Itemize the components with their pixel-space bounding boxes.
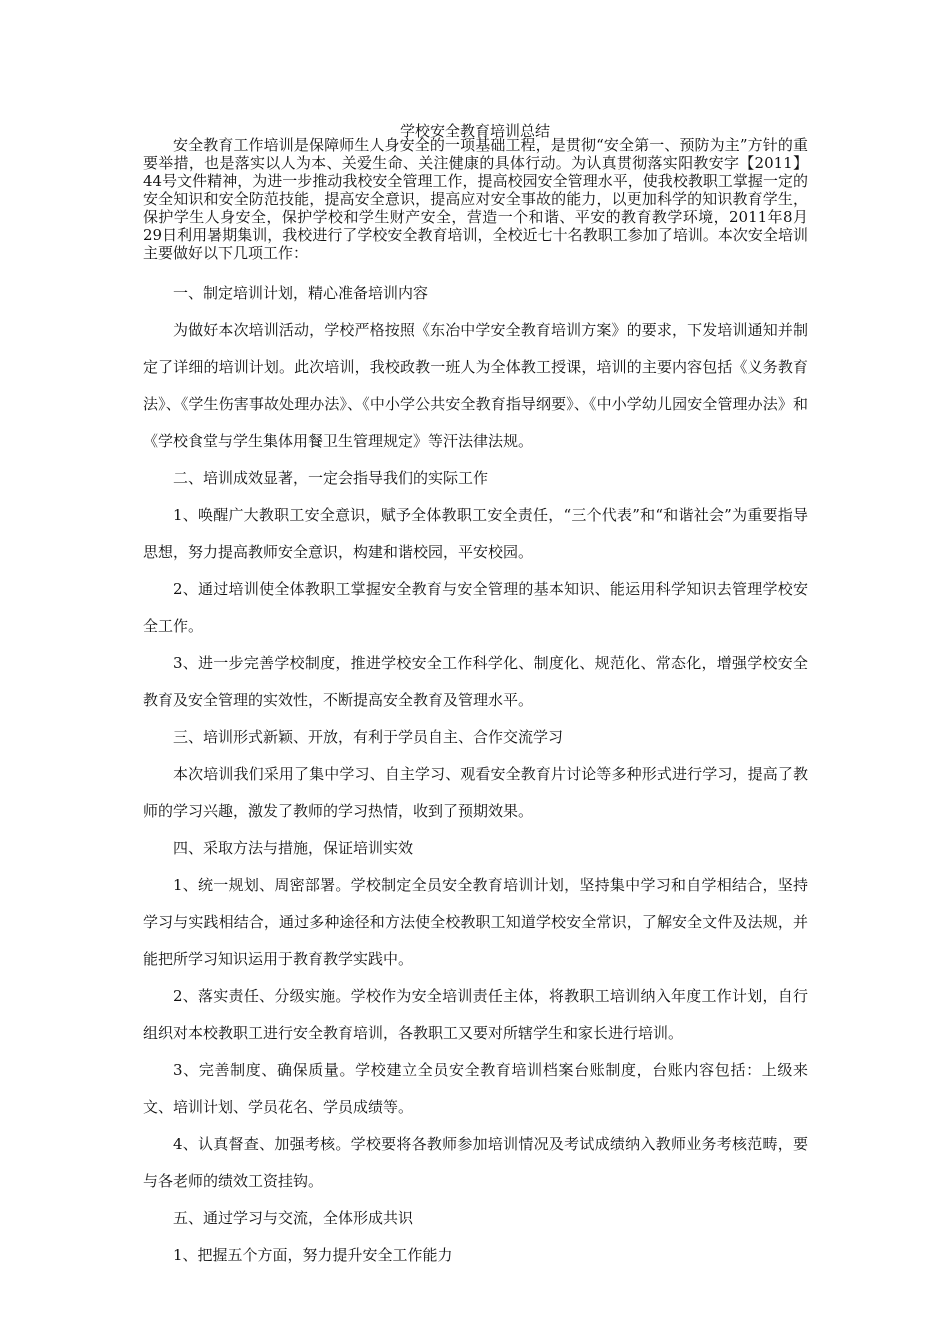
paragraph: 1、唤醒广大教职工安全意识，赋予全体教职工安全责任，“三个代表”和“和谐社会”为重要指导思想，努力提高教师安全意识，构建和谐校园，平安校园。 [143,506,808,561]
section-heading-3: 三、培训形式新颖、开放，有利于学员自主、合作交流学习 [173,728,564,746]
intro-paragraph: 安全教育工作培训是保障师生人身安全的一项基础工程，是贯彻“安全第一、预防为主”方针的重要举措，也是落实以人为本、关爱生命、关注健康的具体行动。为认真贯彻落实阳教安字【2011】44号文件精神，为进一步推动我校安全管理工作，提高校园安全管理水平，使我校教职工掌握一定的安全知识和安全防范技能，提高安全意识，提高应对安全事故的能力，以更加科学的知识教育学生，保护学生人身安全，保护学校和学生财产安全，营造一个和谐、平安的教育教学环境，2011年8月29日利用暑期集训，我校进行了学校安全教育培训，全校近七十名教职工参加了培训。本次安全培训主要做好以下几项工作： [143,136,808,262]
paragraph: 2、通过培训使全体教职工掌握安全教育与安全管理的基本知识、能运用科学知识去管理学校安全工作。 [143,580,808,635]
paragraph: 本次培训我们采用了集中学习、自主学习、观看安全教育片讨论等多种形式进行学习，提高了教师的学习兴趣，激发了教师的学习热情，收到了预期效果。 [143,765,808,820]
document-body [143,275,808,1274]
paragraph: 为做好本次培训活动，学校严格按照《东冶中学安全教育培训方案》的要求，下发培训通知并制定了详细的培训计划。此次培训，我校政教一班人为全体教工授课，培训的主要内容包括《义务教育法》、《学生伤害事故处理办法》、《中小学公共安全教育指导纲要》、《中小学幼儿园安全管理办法》和《学校食堂与学生集体用餐卫生管理规定》等汗法律法规。 [143,321,808,450]
paragraph: 3、完善制度、确保质量。学校建立全员安全教育培训档案台账制度，台账内容包括：上级来文、培训计划、学员花名、学员成绩等。 [143,1061,808,1116]
section-heading-5: 五、通过学习与交流，全体形成共识 [173,1209,414,1227]
paragraph: 3、进一步完善学校制度，推进学校安全工作科学化、制度化、规范化、常态化，增强学校安全教育及安全管理的实效性，不断提高安全教育及管理水平。 [143,654,808,709]
section-heading-1: 一、制定培训计划，精心准备培训内容 [173,284,429,302]
paragraph: 2、落实责任、分级实施。学校作为安全培训责任主体，将教职工培训纳入年度工作计划，自行组织对本校教职工进行安全教育培训，各教职工又要对所辖学生和家长进行培训。 [143,987,808,1042]
paragraph: 1、把握五个方面，努力提升安全工作能力 [173,1246,453,1264]
section-heading-4: 四、采取方法与措施，保证培训实效 [173,839,414,857]
section-heading-2: 二、培训成效显著，一定会指导我们的实际工作 [173,469,489,487]
paragraph: 1、统一规划、周密部署。学校制定全员安全教育培训计划，坚持集中学习和自学相结合，坚持学习与实践相结合，通过多种途径和方法使全校教职工知道学校安全常识，了解安全文件及法规，并能把所学习知识运用于教育教学实践中。 [143,876,808,968]
document-title: 学校安全教育培训总结 [399,122,550,140]
paragraph: 4、认真督查、加强考核。学校要将各教师参加培训情况及考试成绩纳入教师业务考核范畴，要与各老师的绩效工资挂钩。 [143,1135,808,1190]
